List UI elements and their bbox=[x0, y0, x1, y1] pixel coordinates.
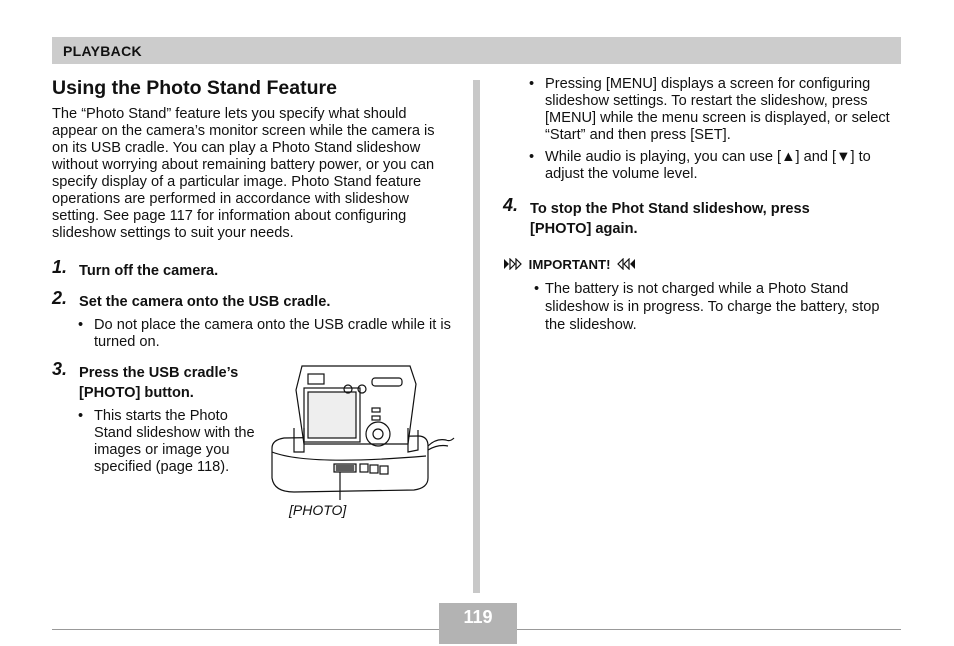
list-item bbox=[503, 149, 899, 183]
step-number: 4. bbox=[503, 195, 519, 215]
bullet-mark: • bbox=[529, 149, 535, 165]
list-item bbox=[503, 280, 899, 334]
page-title: Using the Photo Stand Feature bbox=[52, 77, 337, 99]
step-number: 1. bbox=[52, 257, 68, 277]
important-bullets bbox=[503, 280, 899, 334]
step-number: 3. bbox=[52, 359, 68, 379]
bullet-mark: • bbox=[529, 76, 535, 92]
page-number-strip bbox=[439, 630, 517, 644]
bullet-text: The battery is not charged while a Photo Stand slideshow is in progress. To charge the battery, stop the slideshow. bbox=[545, 281, 880, 333]
page-number-box bbox=[439, 603, 517, 630]
important-right-icon bbox=[614, 258, 636, 274]
list-item bbox=[52, 317, 452, 351]
bullet-text: Do not place the camera onto the USB cradle while it is turned on. bbox=[94, 317, 451, 350]
camera-cradle-illustration bbox=[268, 360, 458, 505]
bullet-text: Pressing [MENU] displays a screen for configuring slideshow settings. To restart the slideshow, press [MENU] while the menu screen is displayed, or select “Start” and then press [SET]. bbox=[545, 76, 890, 143]
bullet-mark: • bbox=[534, 281, 540, 297]
bullet-mark: • bbox=[78, 408, 84, 424]
step-text: Turn off the camera. bbox=[79, 263, 219, 279]
page-number: 119 bbox=[463, 607, 493, 627]
step-text-line2: [PHOTO] button. bbox=[79, 385, 194, 401]
bullet-mark: • bbox=[78, 317, 84, 333]
step-1 bbox=[52, 257, 452, 281]
step-text-line2: [PHOTO] again. bbox=[530, 221, 638, 237]
step-text-line1: To stop the Phot Stand slideshow, press bbox=[530, 201, 810, 217]
intro-paragraph: The “Photo Stand” feature lets you specify what should appear on the camera’s monitor screen while the camera is on its USB cradle. You can play a Photo Stand slideshow without worrying about remaining battery power, or you can specify display of a particular image. Photo Stand feature operations are performed in accordance with slideshow setting. See page 117 for information about configuring slideshow settings to suit your needs. bbox=[52, 106, 435, 241]
important-label: IMPORTANT! bbox=[528, 257, 611, 272]
step-2-bullets bbox=[52, 317, 452, 351]
important-heading bbox=[503, 257, 903, 274]
step-number: 2. bbox=[52, 288, 68, 308]
list-item bbox=[503, 76, 899, 144]
column-divider bbox=[473, 80, 480, 593]
illustration-caption: [PHOTO] bbox=[289, 502, 347, 518]
step-4 bbox=[503, 195, 903, 239]
section-header-band bbox=[52, 37, 901, 64]
step-2 bbox=[52, 288, 452, 312]
bullet-text: While audio is playing, you can use [▲] and [▼] to adjust the volume level. bbox=[545, 149, 871, 182]
step-text: Set the camera onto the USB cradle. bbox=[79, 294, 331, 310]
step-3-continued-bullets bbox=[503, 76, 899, 183]
important-left-icon bbox=[503, 258, 525, 274]
list-item bbox=[52, 408, 266, 476]
step-3-bullets bbox=[52, 408, 266, 476]
right-column bbox=[503, 76, 903, 334]
section-label: PLAYBACK bbox=[63, 43, 142, 59]
step-text-line1: Press the USB cradle’s bbox=[79, 365, 239, 381]
bullet-text: This starts the Photo Stand slideshow with the images or image you specified (page 118). bbox=[94, 408, 255, 475]
